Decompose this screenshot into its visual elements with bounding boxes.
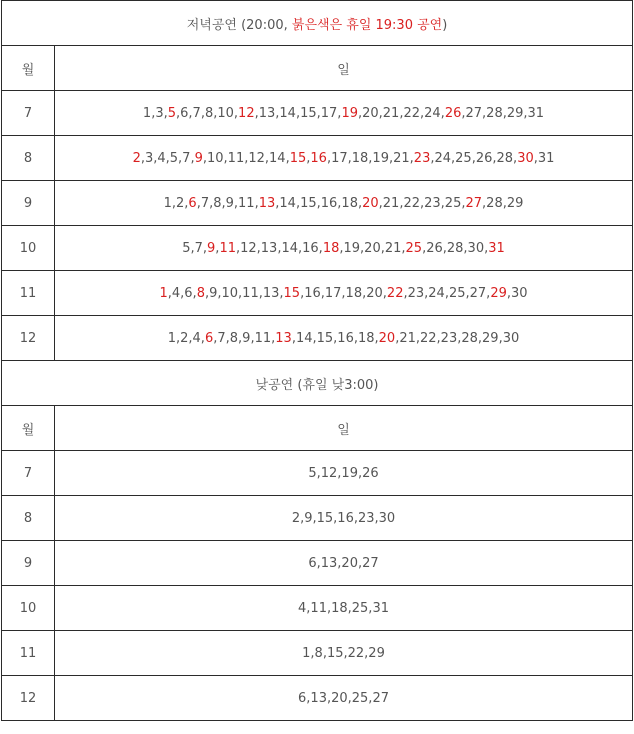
date-text: ,12,13,14,16,: [235, 240, 323, 256]
holiday-date: 13: [275, 330, 292, 346]
date-text: 1,3,: [142, 105, 168, 121]
date-text: ,17,18,19,21,: [326, 150, 414, 166]
month-cell: 10: [2, 226, 55, 271]
holiday-date: 11: [219, 240, 236, 256]
date-text: ,14,15,16,18,: [291, 330, 379, 346]
month-cell: 10: [2, 586, 55, 631]
holiday-date: 6: [188, 195, 197, 211]
holiday-date: 12: [238, 105, 255, 121]
month-cell: 8: [2, 136, 55, 181]
month-cell: 12: [2, 316, 55, 361]
matinee-title-row: [2, 361, 633, 406]
matinee-row: [2, 451, 633, 496]
holiday-date: 13: [258, 195, 276, 211]
date-text: ,26,28,30,: [422, 240, 489, 256]
holiday-note: 붉은색은 휴일 19:30 공연: [291, 17, 443, 33]
holiday-date: 30: [517, 150, 534, 166]
evening-row: [2, 316, 633, 361]
holiday-date: 29: [490, 285, 507, 301]
day-header: 일: [55, 406, 633, 451]
holiday-date: 9: [194, 150, 203, 166]
holiday-date: 5: [167, 105, 177, 121]
matinee-row: [2, 676, 633, 721]
matinee-header-row: [2, 406, 633, 451]
holiday-date: 31: [488, 240, 505, 256]
days-cell: [55, 271, 633, 316]
month-cell: 12: [2, 676, 55, 721]
month-cell: 7: [2, 451, 55, 496]
day-header: 일: [55, 46, 633, 91]
holiday-date: 9: [207, 240, 216, 256]
holiday-date: 2: [132, 150, 141, 166]
matinee-title: 낮공연 (휴일 낮3:00): [2, 361, 633, 406]
days-cell: 2,9,15,16,23,30: [55, 496, 633, 541]
date-text: ,9,10,11,13,: [204, 285, 284, 301]
date-text: ,28,29: [482, 195, 524, 211]
days-cell: [55, 91, 633, 136]
date-text: ,7,8,9,11,: [213, 330, 276, 346]
days-cell: [55, 181, 633, 226]
evening-row: [2, 136, 633, 181]
holiday-date: 8: [196, 285, 205, 301]
month-cell: 11: [2, 631, 55, 676]
days-cell: 6,13,20,25,27: [55, 676, 633, 721]
days-cell: [55, 136, 633, 181]
date-text: ,27,28,29,31: [461, 105, 545, 121]
month-cell: 11: [2, 271, 55, 316]
matinee-row: [2, 631, 633, 676]
holiday-date: 15: [289, 150, 307, 166]
date-text: ,10,11,12,14,: [202, 150, 290, 166]
holiday-date: 25: [405, 240, 423, 256]
month-cell: 8: [2, 496, 55, 541]
evening-note-close: ): [442, 17, 448, 33]
matinee-row: [2, 541, 633, 586]
days-cell: [55, 316, 633, 361]
date-text: ,24,25,26,28,: [430, 150, 518, 166]
evening-row: [2, 226, 633, 271]
performance-schedule-table: [1, 0, 633, 721]
holiday-date: 16: [310, 150, 327, 166]
evening-row: [2, 91, 633, 136]
evening-row: [2, 271, 633, 316]
date-text: ,14,15,16,18,: [275, 195, 363, 211]
date-text: ,13,14,15,17,: [254, 105, 342, 121]
date-text: ,21,22,23,25,: [378, 195, 466, 211]
month-header: 월: [2, 406, 55, 451]
evening-title-cell: [2, 1, 633, 46]
date-text: ,3,4,5,7,: [140, 150, 195, 166]
evening-note-open: (20:00,: [241, 17, 292, 33]
date-text: ,21,22,23,28,29,30: [395, 330, 520, 346]
holiday-date: 19: [341, 105, 358, 121]
evening-row: [2, 181, 633, 226]
month-cell: 9: [2, 181, 55, 226]
matinee-row: [2, 496, 633, 541]
date-text: 5,7,: [182, 240, 208, 256]
holiday-date: 15: [283, 285, 301, 301]
holiday-date: 26: [444, 105, 462, 121]
date-text: ,23,24,25,27,: [403, 285, 491, 301]
month-cell: 7: [2, 91, 55, 136]
holiday-date: 1: [159, 285, 168, 301]
date-text: ,: [215, 240, 220, 256]
holiday-date: 18: [322, 240, 340, 256]
holiday-date: 22: [386, 285, 404, 301]
evening-title-row: [2, 1, 633, 46]
date-text: ,6,7,8,10,: [176, 105, 239, 121]
date-text: ,16,17,18,20,: [300, 285, 387, 301]
date-text: ,30: [506, 285, 528, 301]
month-header: 월: [2, 46, 55, 91]
days-cell: 4,11,18,25,31: [55, 586, 633, 631]
evening-title: 저녁공연: [186, 17, 237, 33]
date-text: ,19,20,21,: [339, 240, 406, 256]
days-cell: 1,8,15,22,29: [55, 631, 633, 676]
holiday-date: 27: [465, 195, 483, 211]
month-cell: 9: [2, 541, 55, 586]
date-text: ,7,8,9,11,: [196, 195, 259, 211]
holiday-date: 6: [204, 330, 214, 346]
days-cell: 5,12,19,26: [55, 451, 633, 496]
date-text: ,31: [533, 150, 555, 166]
days-cell: 6,13,20,27: [55, 541, 633, 586]
evening-header-row: [2, 46, 633, 91]
days-cell: [55, 226, 633, 271]
holiday-date: 20: [362, 195, 379, 211]
holiday-date: 23: [413, 150, 431, 166]
holiday-date: 20: [378, 330, 396, 346]
date-text: 1,2,: [163, 195, 189, 211]
date-text: ,4,6,: [167, 285, 197, 301]
date-text: ,: [306, 150, 311, 166]
schedule-body: [2, 1, 633, 721]
matinee-row: [2, 586, 633, 631]
date-text: 1,2,4,: [167, 330, 205, 346]
date-text: ,20,21,22,24,: [357, 105, 445, 121]
